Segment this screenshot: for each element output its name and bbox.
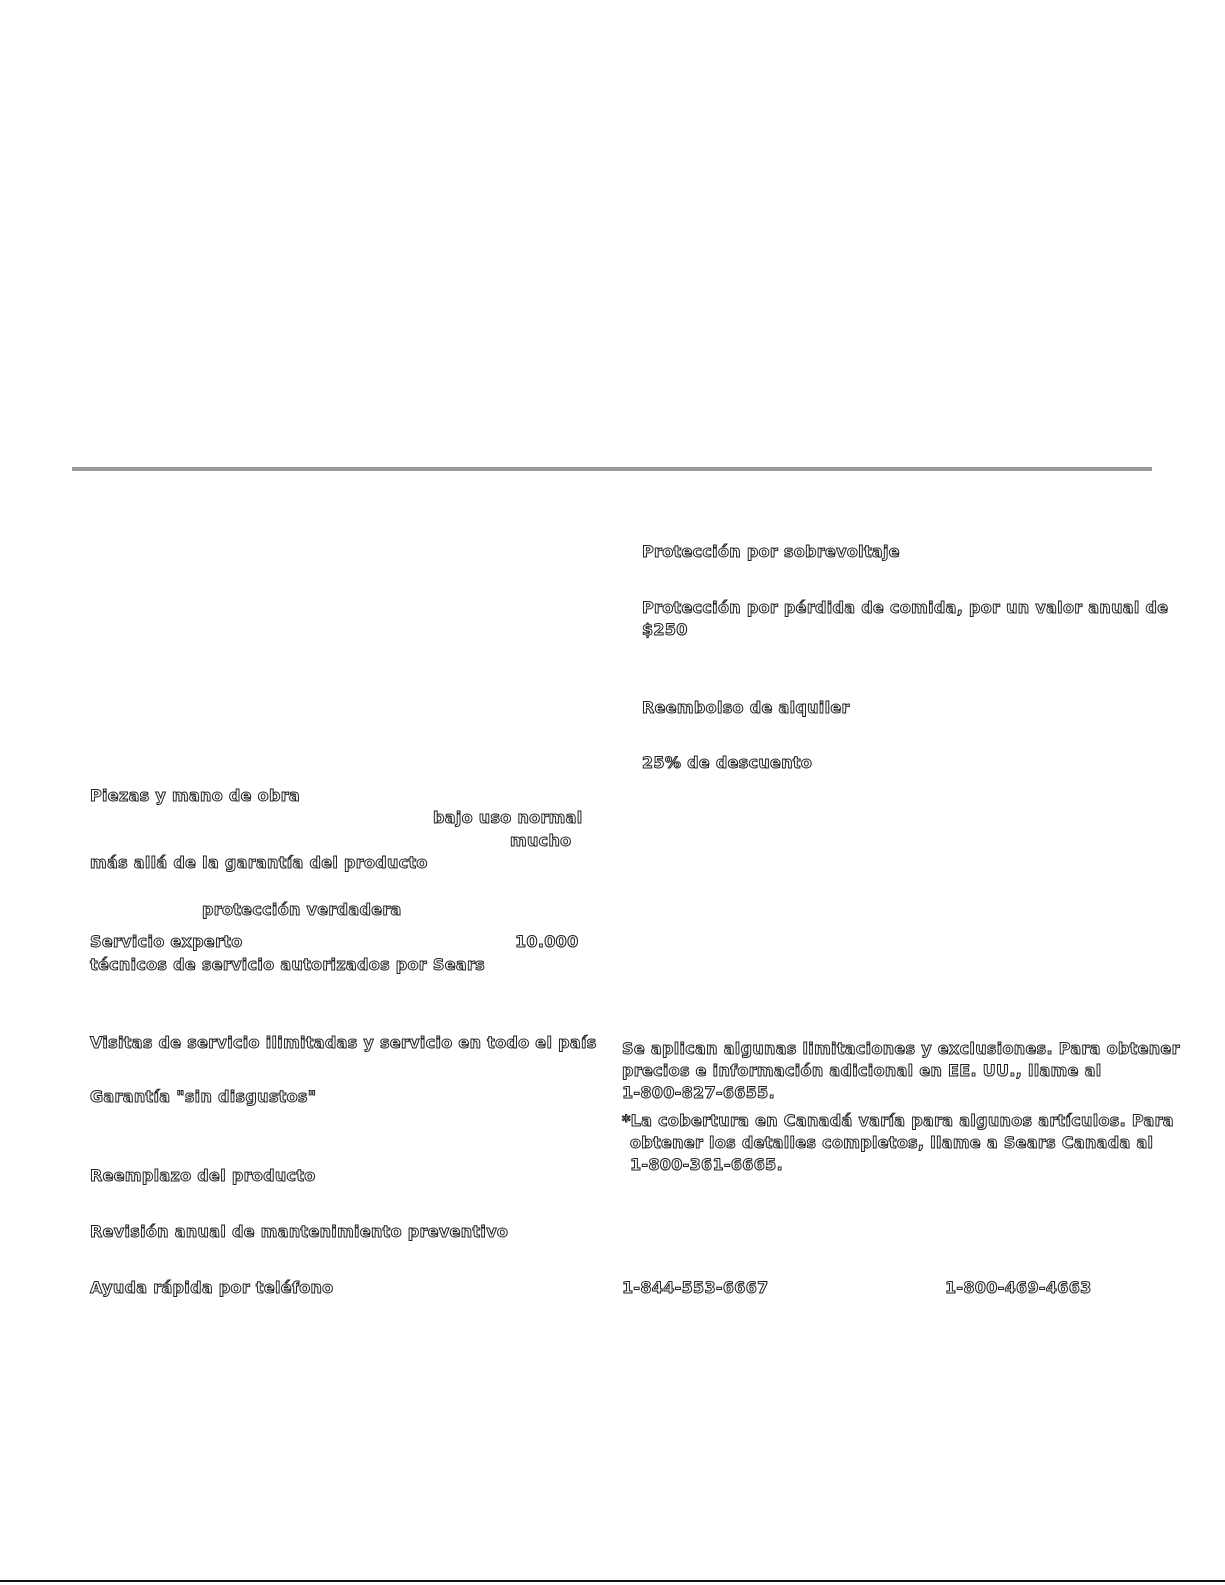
- parts-and-labor: Piezas y mano de obra: [90, 786, 300, 805]
- page-bottom-edge: [0, 1580, 1225, 1582]
- beyond-warranty: más allá de la garantía del producto: [90, 853, 428, 872]
- authorized-technicians: técnicos de servicio autorizados por Sears: [90, 955, 485, 974]
- canada-note-line-3: 1-800-361-6665.: [630, 1155, 783, 1174]
- limitations-note-line-1: Se aplican algunas limitaciones y exclusiones. Para obtener: [622, 1039, 1180, 1058]
- canada-note-line-1: *La cobertura en Canadá varía para algunos artículos. Para: [622, 1111, 1174, 1130]
- expert-service: Servicio experto: [90, 932, 243, 951]
- phone-canada: 1-800-469-4663: [945, 1278, 1092, 1297]
- limitations-note-line-2: precios e información adicional en EE. UU., llame al: [622, 1061, 1102, 1080]
- limitations-note-line-3: 1-800-827-6655.: [622, 1083, 775, 1102]
- unlimited-service-visits: Visitas de servicio ilimitadas y servicio en todo el país: [90, 1033, 597, 1052]
- technician-count: 10.000: [515, 932, 579, 951]
- discount: 25% de descuento: [642, 753, 813, 772]
- rental-reimbursement: Reembolso de alquiler: [642, 698, 850, 717]
- phone-us: 1-844-553-6667: [622, 1278, 769, 1297]
- surge-protection: Protección por sobrevoltaje: [642, 542, 900, 561]
- food-loss-protection: Protección por pérdida de comida, por un valor anual de: [642, 598, 1169, 617]
- much: mucho: [510, 831, 572, 850]
- section-divider: [72, 467, 1152, 471]
- no-hassle-guarantee: Garantía "sin disgustos": [90, 1087, 317, 1106]
- canada-note-line-2: obtener los detalles completos, llame a Sears Canada al: [630, 1133, 1154, 1152]
- phone-help: Ayuda rápida por teléfono: [90, 1278, 334, 1297]
- product-replacement: Reemplazo del producto: [90, 1166, 316, 1185]
- true-protection: protección verdadera: [202, 900, 402, 919]
- normal-use: bajo uso normal: [433, 808, 583, 827]
- food-loss-amount: $250: [642, 620, 688, 639]
- annual-maintenance-check: Revisión anual de mantenimiento preventivo: [90, 1222, 509, 1241]
